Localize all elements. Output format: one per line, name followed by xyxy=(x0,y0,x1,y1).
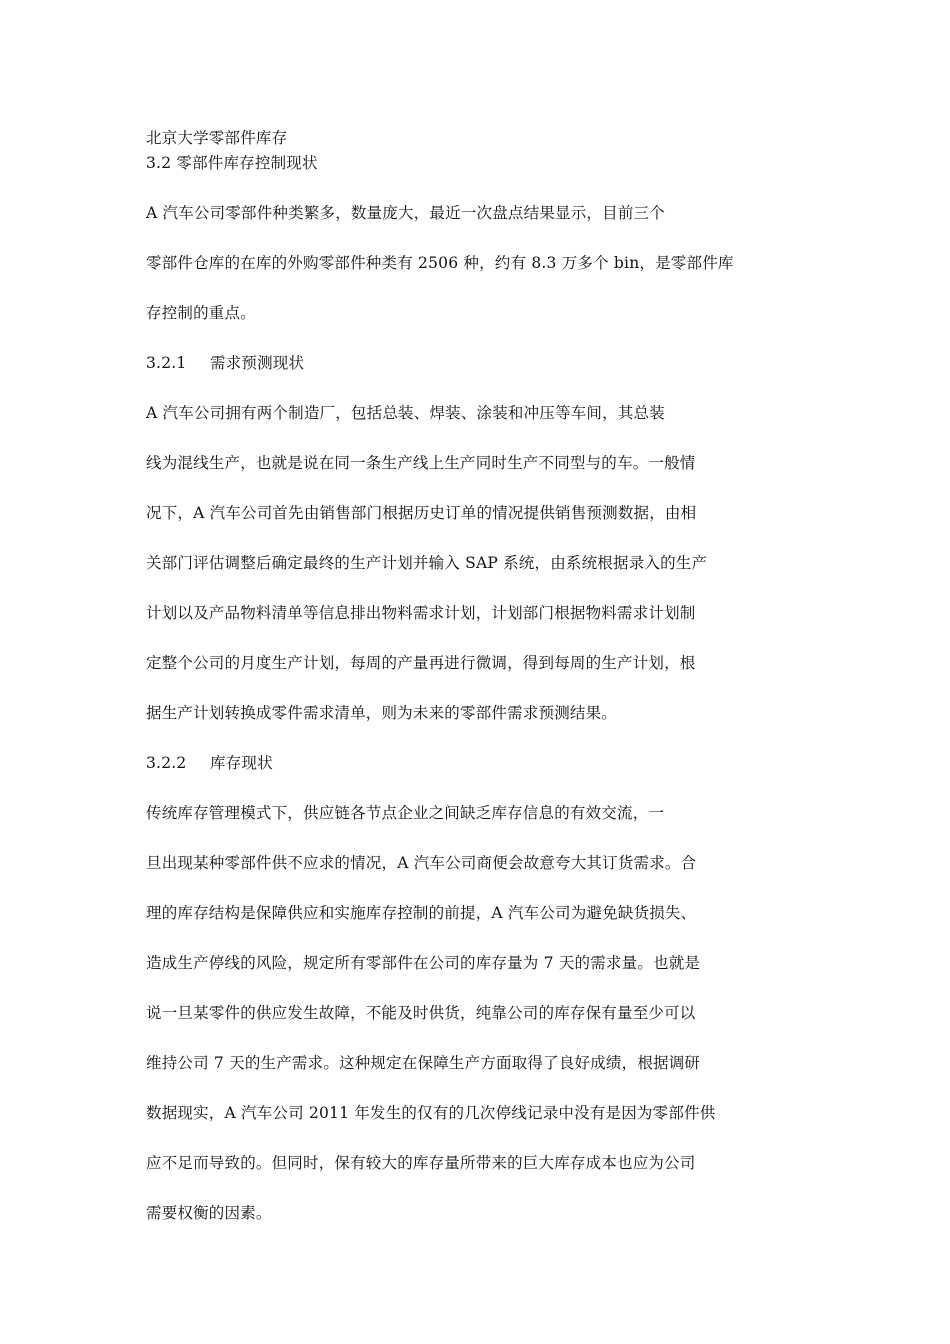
paragraph-line: 理的库存结构是保障供应和实施库存控制的前提，A 汽车公司为避免缺货损失、 xyxy=(146,904,697,922)
paragraph-line: 线为混线生产，也就是说在同一条生产线上生产同时生产不同型与的车。一般情 xyxy=(146,454,696,472)
section-heading: 3.2 零部件库存控制现状 xyxy=(146,154,318,172)
paragraph-line: 旦出现某种零部件供不应求的情况，A 汽车公司商便会故意夸大其订货需求。合 xyxy=(146,854,697,872)
paragraph-line: 传统库存管理模式下，供应链各节点企业之间缺乏库存信息的有效交流，一 xyxy=(146,804,665,822)
document-title: 北京大学零部件库存 xyxy=(146,129,288,147)
paragraph-line: A 汽车公司零部件种类繁多，数量庞大，最近一次盘点结果显示，目前三个 xyxy=(146,204,665,222)
paragraph-line: 造成生产停线的风险，规定所有零部件在公司的库存量为 7 天的需求量。也就是 xyxy=(146,954,701,972)
paragraph-line: 存控制的重点。 xyxy=(146,304,256,322)
paragraph-line: 零部件仓库的在库的外购零部件种类有 2506 种，约有 8.3 万多个 bin，是零部件库 xyxy=(146,254,734,272)
paragraph-line: 数据现实，A 汽车公司 2011 年发生的仅有的几次停线记录中没有是因为零部件供 xyxy=(146,1104,716,1122)
subsection-number: 3.2.1 xyxy=(146,354,187,372)
paragraph-line: 应不足而导致的。但同时，保有较大的库存量所带来的巨大库存成本也应为公司 xyxy=(146,1154,696,1172)
subsection-heading-demand xyxy=(146,353,304,373)
paragraph-line: 据生产计划转换成零件需求清单，则为未来的零部件需求预测结果。 xyxy=(146,704,618,722)
paragraph-line: A 汽车公司拥有两个制造厂，包括总装、焊装、涂装和冲压等车间，其总装 xyxy=(146,404,665,422)
paragraph-line: 维持公司 7 天的生产需求。这种规定在保障生产方面取得了良好成绩，根据调研 xyxy=(146,1054,701,1072)
subsection-heading-inventory xyxy=(146,753,273,773)
subsection-number: 3.2.2 xyxy=(146,754,187,772)
paragraph-line: 需要权衡的因素。 xyxy=(146,1204,272,1222)
paragraph-line: 定整个公司的月度生产计划，每周的产量再进行微调，得到每周的生产计划，根 xyxy=(146,654,696,672)
subsection-title: 需求预测现状 xyxy=(210,354,305,372)
paragraph-line: 说一旦某零件的供应发生故障，不能及时供货，纯靠公司的库存保有量至少可以 xyxy=(146,1004,696,1022)
subsection-title: 库存现状 xyxy=(210,754,273,772)
paragraph-line: 计划以及产品物料清单等信息排出物料需求计划，计划部门根据物料需求计划制 xyxy=(146,604,696,622)
paragraph-line: 况下，A 汽车公司首先由销售部门根据历史订单的情况提供销售预测数据，由相 xyxy=(146,504,697,522)
paragraph-line: 关部门评估调整后确定最终的生产计划并输入 SAP 系统，由系统根据录入的生产 xyxy=(146,554,708,572)
